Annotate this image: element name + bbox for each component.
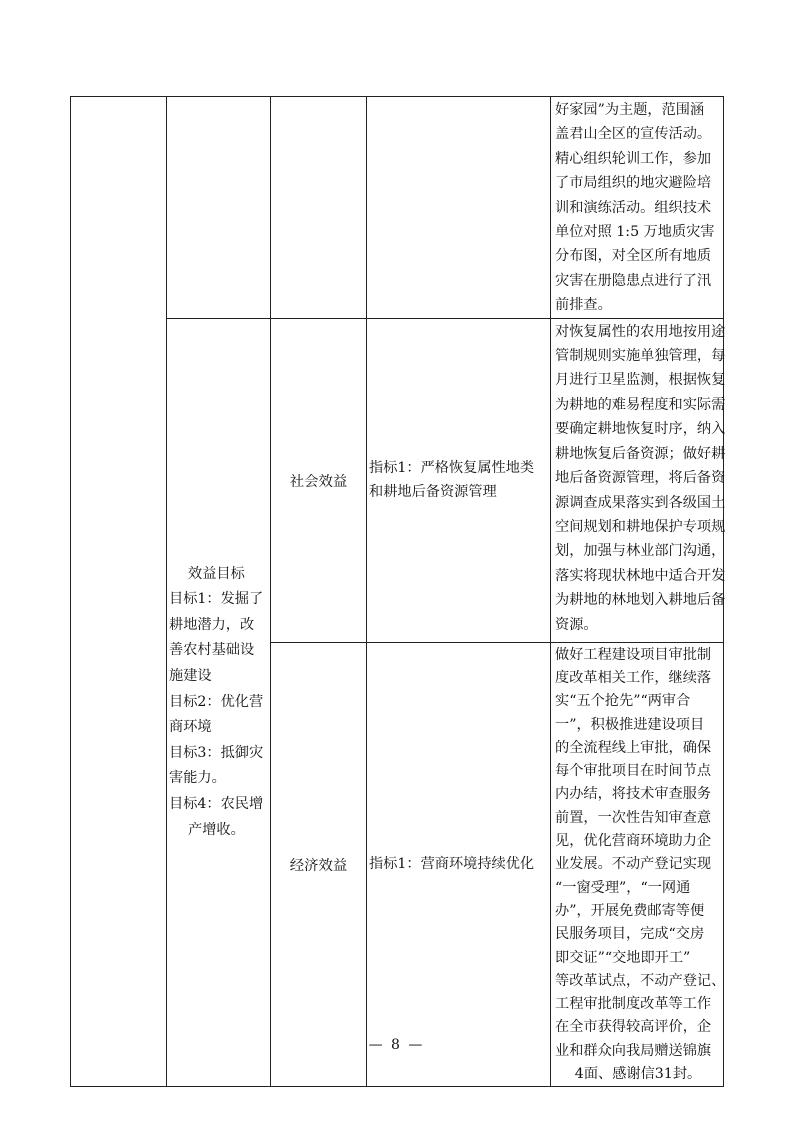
goal-line: 目标3：抵御灾 — [169, 744, 264, 761]
goal-line: 产增收。 — [188, 821, 245, 838]
detail-line: 对恢复属性的农用地按用途 — [555, 323, 726, 340]
detail-line: 业和群众向我局赠送锦旗 — [555, 1042, 712, 1059]
goal-lines — [169, 587, 270, 843]
category-economic: 经济效益 — [289, 857, 348, 874]
detail-line: 盖君山全区的宣传活动。 — [555, 126, 712, 143]
detail-line: 精心组织轮训工作，参加 — [555, 150, 712, 167]
detail-line: 单位对照 1:5 万地质灾害 — [555, 224, 715, 241]
detail-line: 划，加强与林业部门沟通， — [555, 543, 726, 560]
goal-line: 施建设 — [169, 668, 212, 685]
page-number: — 8 — — [368, 1037, 425, 1053]
category-cell-continued — [271, 97, 367, 319]
goal-line: 目标4：农民增 — [169, 796, 264, 813]
goal-block — [167, 562, 270, 844]
detail-line: 为耕地的林地划入耕地后备 — [555, 592, 726, 609]
detail-line: 见，优化营商环境助力企 — [555, 833, 712, 850]
goal-line: 善农村基础设 — [169, 642, 255, 659]
detail-line: 内办结，将技术审查服务 — [555, 786, 712, 803]
detail-line: 办”，开展免费邮寄等便 — [555, 902, 705, 919]
indicator-cell-economic — [367, 642, 551, 1087]
goal-line: 害能力。 — [169, 770, 226, 787]
detail-line: 要确定耕地恢复时序，纳入 — [555, 421, 726, 438]
category-cell-social — [271, 318, 367, 642]
detail-line: 工程审批制度改革等工作 — [555, 996, 712, 1013]
detail-line: 管制规则实施单独管理，每 — [555, 348, 726, 365]
indicator-economic — [367, 852, 550, 876]
detail-line: 资源。 — [555, 616, 598, 633]
detail-line: “一窗受理”，“一网通 — [555, 879, 691, 896]
detail-line: 做好工程建设项目审批制 — [555, 646, 712, 663]
detail-line: 空间规划和耕地保护专项规 — [555, 518, 726, 535]
goal-line: 目标2：优化营 — [169, 693, 264, 710]
detail-cell-continued — [551, 97, 724, 319]
indicator-line: 指标1：严格恢复属性地类 — [369, 460, 535, 477]
first-column-cell — [71, 97, 167, 1087]
detail-line: 4面、感谢信31封。 — [574, 1066, 702, 1082]
table-row — [71, 97, 724, 319]
detail-line: 前置，一次性告知审查意 — [555, 809, 712, 826]
detail-line: 即交证”“交地即开工” — [555, 949, 691, 966]
goal-cell-continued — [167, 97, 271, 319]
detail-line: 月进行卫星监测，根据恢复 — [555, 372, 726, 389]
goal-line: 商环境 — [169, 719, 212, 736]
detail-text — [551, 97, 723, 318]
detail-line: 地后备资源管理，将后备资 — [555, 470, 726, 487]
category-social: 社会效益 — [289, 473, 348, 490]
detail-line: 一”，积极推进建设项目 — [555, 716, 705, 733]
detail-line: 的全流程线上审批，确保 — [555, 739, 712, 756]
indicator-table — [70, 96, 724, 1087]
detail-cell-social — [551, 318, 724, 642]
indicator-line: 指标1：营商环境持续优化 — [369, 856, 535, 873]
indicator-line: 和耕地后备资源管理 — [369, 484, 497, 501]
detail-line: 为耕地的难易程度和实际需 — [555, 396, 726, 413]
detail-line: 度改革相关工作，继续落 — [555, 669, 712, 686]
detail-line: 等改革试点，不动产登记、 — [555, 972, 726, 989]
detail-line: 训和演练活动。组织技术 — [555, 199, 712, 216]
detail-line: 落实将现状林地中适合开发 — [555, 567, 726, 584]
table-row — [71, 318, 724, 642]
category-cell-economic — [271, 642, 367, 1087]
detail-line: 民服务项目，完成“交房 — [555, 926, 705, 943]
indicator-social — [367, 456, 550, 504]
detail-line: 灾害在册隐患点进行了汛 — [555, 272, 712, 289]
detail-line: 前排查。 — [555, 297, 612, 314]
goal-title: 效益目标 — [188, 565, 245, 582]
detail-economic — [551, 643, 726, 1087]
indicator-cell-continued — [367, 97, 551, 319]
detail-line: 每个审批项目在时间节点 — [555, 763, 712, 780]
detail-line: 在全市获得较高评价，企 — [555, 1019, 712, 1036]
detail-line: 源调查成果落实到各级国土 — [555, 494, 726, 511]
indicator-cell-social — [367, 318, 551, 642]
detail-cell-economic — [551, 642, 724, 1087]
detail-line: 了市局组织的地灾避险培 — [555, 175, 712, 192]
detail-line: 好家园”为主题，范围涵 — [555, 102, 705, 118]
detail-line: 业发展。不动产登记实现 — [555, 856, 712, 873]
detail-social — [551, 319, 726, 637]
detail-line: 实“五个抢先”“两审合 — [555, 693, 691, 710]
detail-line: 耕地恢复后备资源；做好耕 — [555, 445, 726, 462]
detail-line: 分布图，对全区所有地质 — [555, 248, 712, 265]
goal-cell — [167, 318, 271, 1087]
goal-line: 耕地潜力，改 — [169, 616, 255, 633]
goal-line: 目标1：发掘了 — [169, 591, 264, 608]
